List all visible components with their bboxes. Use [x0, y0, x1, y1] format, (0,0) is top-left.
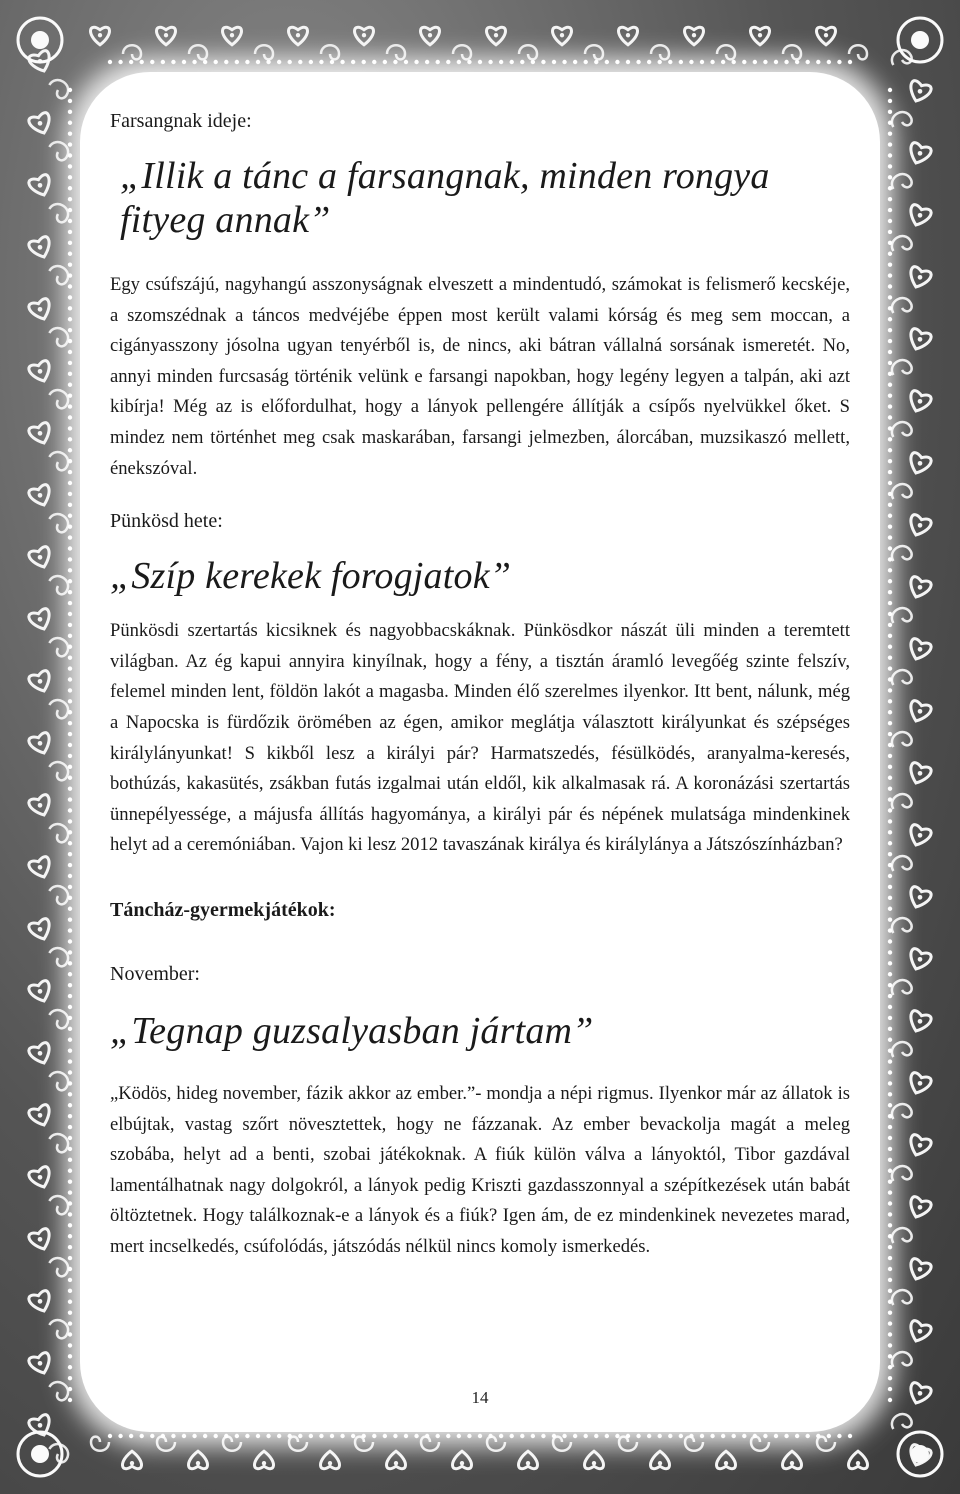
- section-heading-tanchaz: Táncház-gyermekjátékok:: [110, 898, 336, 921]
- page-number: 14: [471, 1388, 489, 1407]
- section-title-november: „Tegnap guzsalyasban jártam”: [110, 1009, 594, 1052]
- section-title-punkosd: „Szíp kerekek forogjatok”: [110, 555, 512, 598]
- section-label-farsang: Farsangnak ideje:: [110, 110, 252, 132]
- section-label-november: November:: [110, 962, 200, 985]
- page-content: [110, 108, 850, 1262]
- section-text-farsang: Egy csúfszájú, nagyhangú asszonyságnak elveszett a mindentudó, számokat is felismerő kecskéje, a szomszédnak a táncos medvéjébe éppen most került valami kórság és meg sem moccan, a cigányasszony jósolna ugyan tenyérből is, de nincs, aki bátran vállalná sorsának ismeretét. No, annyi minden furcsaság történik velünk e farsangi napokban, hogy legény legyen a talpán, aki azt kibírja! Még az is előfordulhat, hogy a lányok pellengére állítják a csípős nyelvükkel őket. S mindez nem történhet meg csak maskarában, farsangi jelmezben, álorcában, muzsikaszó mellett, énekszóval.: [110, 274, 850, 479]
- section-text-punkosd: Pünkösdi szertartás kicsiknek és nagyobbacskáknak. Pünkösdkor nászát üli minden a teremtett világban. Az ég kapui annyira kinyílnak, hogy a fény, a tisztán áramló levegőég szinte felszív, felemel minden lent, földön lakót a magasba. Minden élő szerelmes ilyenkor. Itt bent, nálunk, még a Napocska is fürdőzik örömében az égen, amikor meglátja választott királyunkat és szépséges királylányunkat! S kikből lesz a királyi pár? Harmatszedés, fésülködés, aranyalma-keresés, bothúzás, kakasütés, zsákban futás izgalmai után eldől, kik alkalmasak rá. A koronázási szertartás ünnepélyessége, a májusfa állítás hagyománya, a királyi pár és népének mulatsága mindenkinek helyt ad a ceremóniában. Vajon ki lesz 2012 tavaszának királya és királylánya a Játszószínházban?: [110, 620, 850, 856]
- section-label-punkosd: Pünkösd hete:: [110, 510, 223, 533]
- section-title-farsang: „Illik a tánc a farsangnak, minden rongya fityeg annak”: [120, 155, 770, 241]
- section-text-november: „Ködös, hideg november, fázik akkor az ember.”- mondja a népi rigmus. Ilyenkor már az állatok is elbújtak, vastag szőrt növesztettek, hogy ne fázzanak. Az ember bevackolja magát a meleg szobába, helyt ad a benti, szobai játékoknak. A fiúk külön válva a lányoktól, Tibor gazdával lamentálhatnak nagy dolgokról, a lányok pedig Kriszti gazdasszonnyal a szépítkezések után babát öltöztetnek. Hogy találkoznak-e a lányok és a fiúk? Igen ám, de ez mindenkinek nevezetes marad, mert incselkedés, csúfolódás, játszódás nélkül nincs komoly ismerkedés.: [110, 1082, 850, 1257]
